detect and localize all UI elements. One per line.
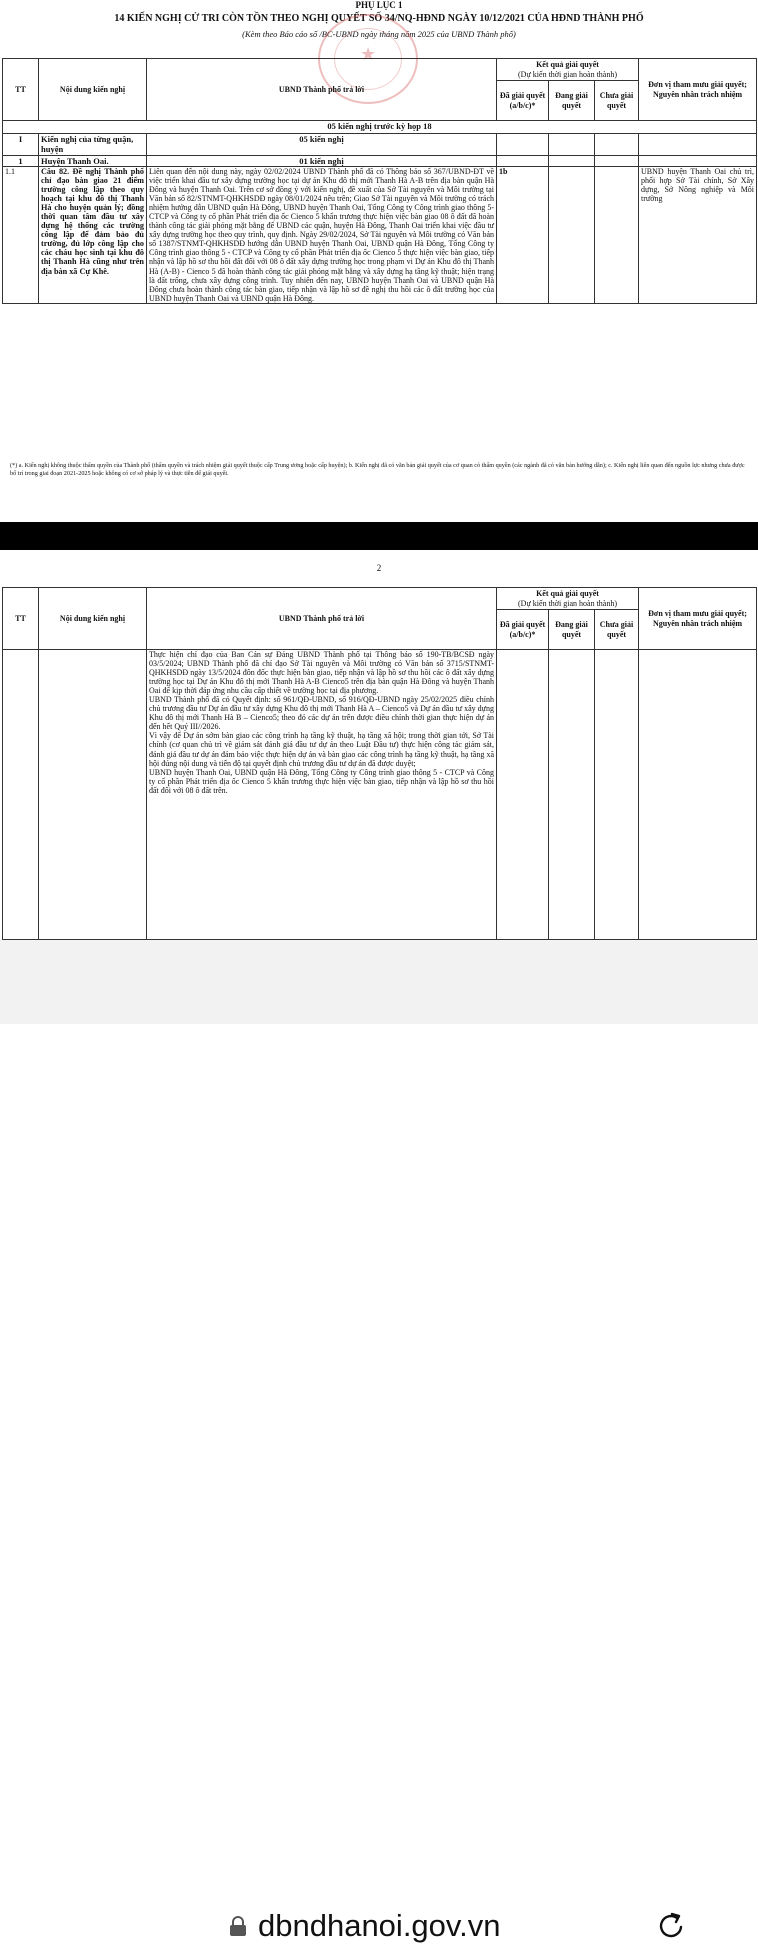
page-number: 2 bbox=[376, 563, 382, 573]
result-group-title: Kết quả giải quyết bbox=[536, 589, 599, 598]
column-header-tt: TT bbox=[3, 59, 39, 121]
column-header-content: Nội dung kiến nghị bbox=[39, 588, 147, 650]
reply-paragraph: UBND Thành phố đã có Quyết định: số 961/QĐ-UBND, số 916/QĐ-UBND ngày 25/02/2025 điều chỉnh chủ trương đầu tư Dự án đầu tư xây dựng Khu đô thị mới Thanh Hà A – Cienco5 và Dự án đầu tư xây dựng Khu đô thị mới Thanh Hà B – Cienco5; theo đó các dự án trên được điều chỉnh thời gian thực hiện dự án đến hết Quý III//2026. bbox=[149, 695, 494, 732]
column-header-resolved: Đã giải quyết (a/b/c)* bbox=[497, 610, 549, 650]
item-content: Câu 82. Đề nghị Thành phố chỉ đạo bàn giao 21 điểm trường công lập theo quy hoạch tại khu đô thị Thanh Hà cho huyện quản lý; đồng thời quan tâm đầu tư xây dựng hệ thống các trường công lập để đảm bảo đủ trường, đủ lớp công lập cho các cháu học sinh tại khu đô thị Thanh Hà cũng như trên địa bàn xã Cự Khê. bbox=[39, 167, 147, 304]
reply-paragraph: Vì vậy để Dự án sớm bàn giao các công trình hạ tầng kỹ thuật, hạ tầng xã hội; trong thời gian tới, Sở Tài chính (cơ quan chủ trì về giám sát đánh giá đầu tư dự án theo Luật Đầu tư) thực hiện công tác giám sát, đánh giá đầu tư dự án đảm bảo việc thực hiện dự án và bàn giao các công trình hạ tầng kỹ thuật, hạ tầng xã hội đúng nội dung và tiến độ tại quyết định chủ trương đầu tư dự án đã được duyệt; bbox=[149, 731, 494, 768]
document-subtitle: (Kèm theo Báo cáo số /BC-UBND ngày tháng năm 2025 của UBND Thành phố) bbox=[242, 29, 516, 39]
column-header-unit: Đơn vị tham mưu giải quyết; Nguyên nhân trách nhiệm bbox=[639, 59, 757, 121]
recommendations-table-continued bbox=[2, 587, 757, 940]
table-row bbox=[3, 167, 757, 304]
column-header-not-yet: Chưa giải quyết bbox=[595, 81, 639, 121]
subgroup-label: Huyện Thanh Oai. bbox=[39, 156, 147, 167]
browser-address-bar[interactable] bbox=[0, 940, 758, 1943]
lock-icon bbox=[229, 1916, 247, 1936]
column-header-reply: UBND Thành phố trả lời bbox=[147, 588, 497, 650]
appendix-title: PHỤ LỤC 1 bbox=[355, 0, 403, 10]
table-row bbox=[3, 650, 757, 940]
result-group-title: Kết quả giải quyết bbox=[536, 60, 599, 69]
result-group-subtitle: (Dự kiến thời gian hoàn thành) bbox=[518, 69, 618, 79]
subgroup-count: 01 kiến nghị bbox=[147, 156, 497, 167]
column-header-resolved: Đã giải quyết (a/b/c)* bbox=[497, 81, 549, 121]
column-header-not-yet: Chưa giải quyết bbox=[595, 610, 639, 650]
reply-paragraph: UBND huyện Thanh Oai, UBND quận Hà Đông, Tổng Công ty Công trình giao thông 5 - CTCP và Công ty cổ phần Phát triển địa ốc Cienco 5 khẩn trương thực hiện việc bàn giao, tiếp nhận và lập hồ sơ thu hồi đất đối với 08 ô đất trên. bbox=[149, 767, 494, 795]
url-text[interactable]: dbndhanoi.gov.vn bbox=[258, 1908, 501, 1943]
group-tt: I bbox=[3, 134, 39, 156]
column-header-result-group bbox=[497, 59, 639, 81]
column-header-in-progress: Đang giải quyết bbox=[549, 81, 595, 121]
reply-paragraph: Thực hiện chỉ đạo của Ban Cán sự Đảng UBND Thành phố tại Thông báo số 190-TB/BCSĐ ngày 03/5/2024; UBND Thành phố đã chỉ đạo Sở Tài nguyên và Môi trường có Văn bản số 3715/STNMT-QHKHSDĐ ngày 13/5/2024 đôn đốc thực hiện bàn giao, tiếp nhận và lập hồ sơ thu hồi các ô đất xây dựng trường học tại Dự án Khu đô thị mới Thanh Hà A-B Cienco5 trên địa bàn quận Hà Đông và huyện Thanh Oai để kịp thời đáp ứng nhu cầu cấp thiết về trường học tại địa phương. bbox=[149, 650, 494, 696]
reply-continued bbox=[147, 650, 497, 940]
item-in-progress bbox=[549, 167, 595, 304]
red-seal-stamp: ★ bbox=[318, 14, 418, 104]
column-header-reply: UBND Thành phố trả lời bbox=[147, 59, 497, 121]
item-not-yet bbox=[595, 167, 639, 304]
column-header-content: Nội dung kiến nghị bbox=[39, 59, 147, 121]
group-label: Kiến nghị của từng quận, huyện bbox=[39, 134, 147, 156]
recommendations-table bbox=[2, 58, 757, 304]
item-tt: 1.1 bbox=[3, 167, 39, 304]
column-header-tt: TT bbox=[3, 588, 39, 650]
footnote: (*) a. Kiến nghị không thuộc thẩm quyền của Thành phố (thẩm quyền và trách nhiệm giải quyết thuộc cấp Trung ương hoặc cấp huyện); b. Kiến nghị đã có văn bản giải quyết của cơ quan có thẩm quyền (các ngành đã có văn bản hướng dẫn); c. Kiến nghị liên quan đến nguồn lực nhưng chưa được bố trí trong giai đoạn 2021-2025 hoặc không có cơ sở pháp lý và thực tiễn để giải quyết. bbox=[10, 462, 745, 477]
document-title: 14 KIẾN NGHỊ CỬ TRI CÒN TỒN THEO NGHỊ QUYẾT SỐ 34/NQ-HĐND NGÀY 10/12/2021 CỦA HĐND THÀNH PHỐ bbox=[114, 13, 644, 24]
item-reply: Liên quan đến nội dung này, ngày 02/02/2024 UBND Thành phố đã có Thông báo số 367/UBND-ĐT về việc triển khai đầu tư xây dựng trường học tại dự án Khu đô thị mới Thanh Hà A-B trên địa bàn quận Hà Đông và huyện Thanh Oai. Trên cơ sở đồng ý với kiến nghị, đề xuất của Sở Tài nguyên và Môi trường tại Văn bản số 82/STNMT-QHKHSDĐ ngày 08/01/2024 nêu trên; Giao Sở Tài nguyên và Môi trường có trách nhiệm hướng dẫn UBND quận Hà Đông, UBND huyện Thanh Oai, Tổng Công ty Công trình giao thông 5-CTCP và Công ty cổ phần Phát triển địa ốc Cienco 5 khẩn trương thực hiện việc bàn giao 08 ô đất đã hoàn thành công tác giải phóng mặt bằng để UBND các quận, huyện Hà Đông, Thanh Oai triển khai việc đầu tư xây dựng trường học theo quy trình, quy định. Ngày 29/02/2024, Sở Tài nguyên và Môi trường có Văn bản số 1387/STNMT-QHKHSDĐ hướng dẫn UBND huyện Thanh Oai, UBND quận Hà Đông, Tổng Công ty Công trình giao thông 5 - CTCP và Công ty cổ phần Phát triển địa ốc Cienco 5 thực hiện việc bàn giao, tiếp nhận và lập hồ sơ thu hồi đất đối với 08 ô đất xây dựng trường học trong phạm vi Dự án Khu đô thị Thanh Hà (A-B) - Cienco 5 đã hoàn thành công tác giải phóng mặt bằng và xây dựng hạ tầng kỹ thuật; hiện trạng là đất trống, chưa xây dựng công trình. Tuy nhiên đến nay, UBND huyện Thanh Oai và UBND quận Hà Đông chưa hoàn thành công tác bàn giao, tiếp nhận và lập hồ sơ đề nghị thu hồi các ô đất trường học của UBND huyện Thanh Oai và UBND quận Hà Đông. bbox=[147, 167, 497, 304]
column-header-result-group bbox=[497, 588, 639, 610]
item-resolved: 1b bbox=[497, 167, 549, 304]
subgroup-tt: 1 bbox=[3, 156, 39, 167]
document-page-1 bbox=[0, 0, 758, 522]
page-gap bbox=[0, 522, 758, 550]
section-title: 05 kiến nghị trước kỳ họp 18 bbox=[3, 121, 757, 134]
item-unit: UBND huyện Thanh Oai chủ trì, phối hợp Sở Tài chính, Sở Xây dựng, Sở Nông nghiệp và Môi trường bbox=[639, 167, 757, 304]
group-count: 05 kiến nghị bbox=[147, 134, 497, 156]
result-group-subtitle: (Dự kiến thời gian hoàn thành) bbox=[518, 598, 618, 608]
column-header-in-progress: Đang giải quyết bbox=[549, 610, 595, 650]
reload-icon[interactable] bbox=[655, 1910, 687, 1942]
column-header-unit: Đơn vị tham mưu giải quyết; Nguyên nhân trách nhiệm bbox=[639, 588, 757, 650]
